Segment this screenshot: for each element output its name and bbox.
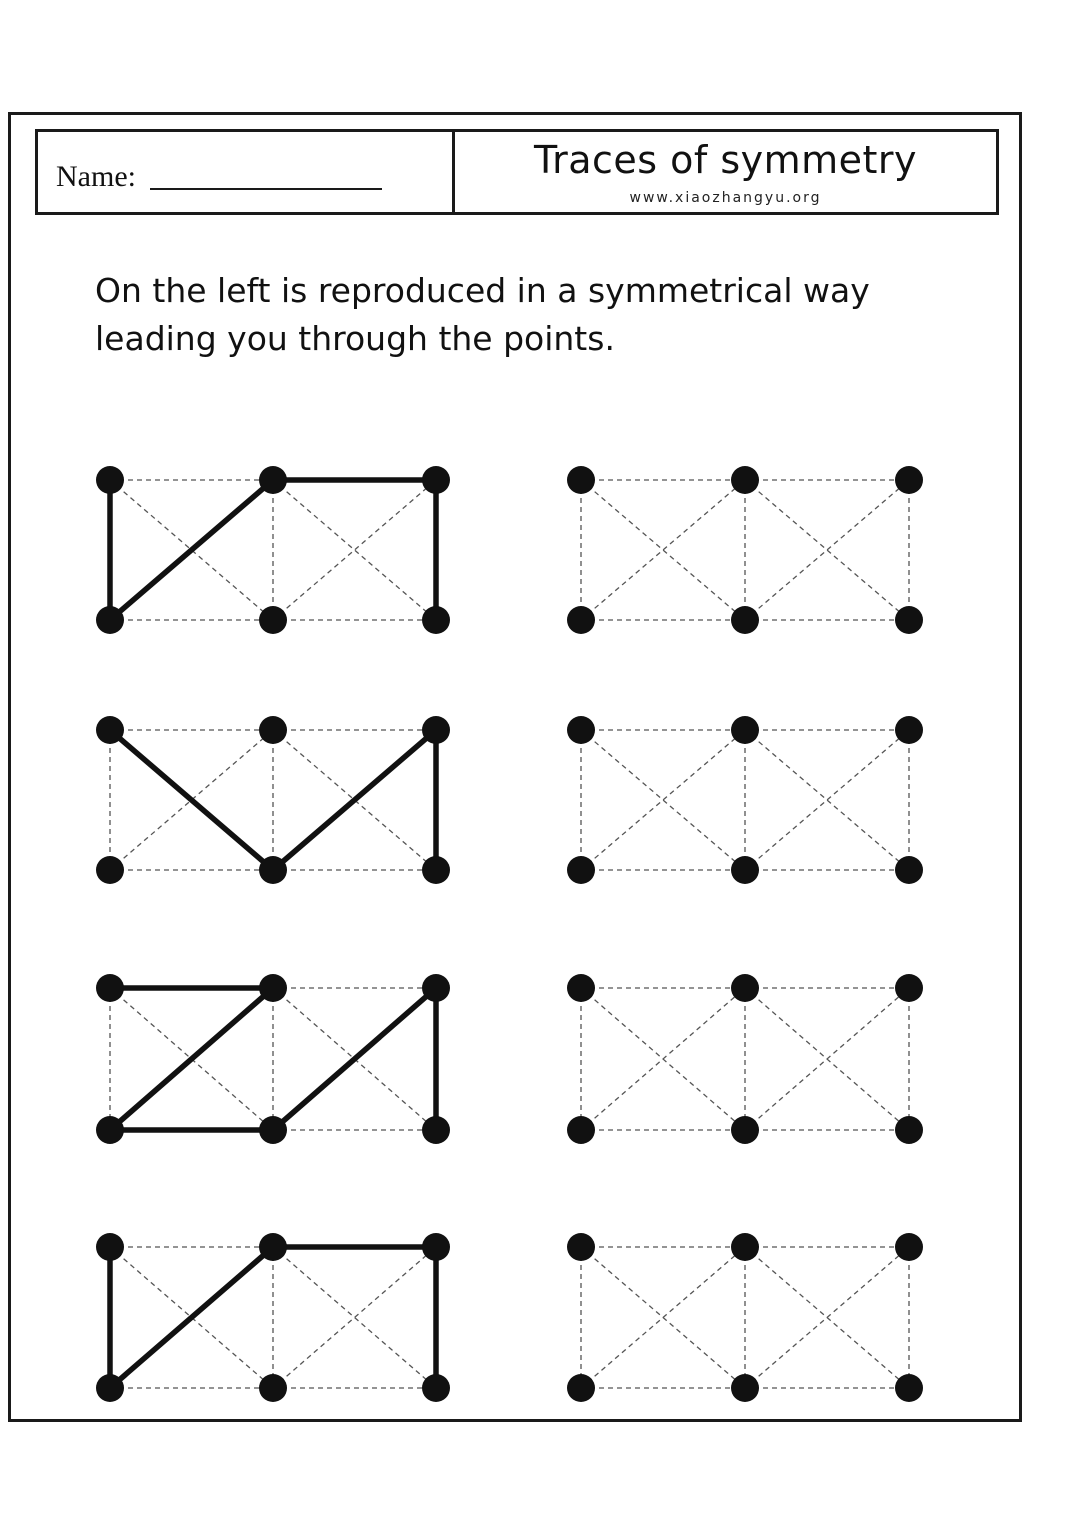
answer-point[interactable]: [567, 716, 595, 744]
answer-point[interactable]: [567, 606, 595, 634]
given-point: [96, 1233, 124, 1261]
exercise-4-answer-grid[interactable]: [567, 1233, 923, 1402]
given-point: [96, 606, 124, 634]
answer-point[interactable]: [731, 1116, 759, 1144]
given-point: [259, 974, 287, 1002]
given-point: [422, 1233, 450, 1261]
answer-point[interactable]: [731, 856, 759, 884]
answer-point[interactable]: [895, 974, 923, 1002]
exercise-3-given-pattern: [96, 974, 450, 1144]
answer-point[interactable]: [567, 1233, 595, 1261]
answer-point[interactable]: [731, 466, 759, 494]
answer-point[interactable]: [895, 1374, 923, 1402]
answer-point[interactable]: [895, 606, 923, 634]
worksheet-title: Traces of symmetry: [533, 138, 918, 182]
given-point: [259, 606, 287, 634]
given-point: [259, 716, 287, 744]
given-point: [422, 856, 450, 884]
given-point: [96, 856, 124, 884]
given-point: [422, 606, 450, 634]
exercise-3-answer-grid[interactable]: [567, 974, 923, 1144]
answer-point[interactable]: [731, 1233, 759, 1261]
answer-point[interactable]: [567, 856, 595, 884]
answer-point[interactable]: [567, 466, 595, 494]
exercise-2-given-pattern: [96, 716, 450, 884]
answer-point[interactable]: [731, 974, 759, 1002]
given-point: [422, 1116, 450, 1144]
given-point: [259, 1233, 287, 1261]
given-point: [259, 856, 287, 884]
given-point: [96, 1116, 124, 1144]
answer-point[interactable]: [731, 1374, 759, 1402]
given-point: [96, 974, 124, 1002]
answer-point[interactable]: [895, 1116, 923, 1144]
given-point: [259, 466, 287, 494]
instructions-line-1: On the left is reproduced in a symmetrical way: [95, 271, 870, 310]
answer-point[interactable]: [895, 466, 923, 494]
answer-point[interactable]: [731, 606, 759, 634]
answer-point[interactable]: [567, 1116, 595, 1144]
answer-point[interactable]: [567, 974, 595, 1002]
given-point: [422, 974, 450, 1002]
exercise-1-given-pattern: [96, 466, 450, 634]
name-label: Name:: [56, 160, 136, 193]
given-point: [96, 466, 124, 494]
exercise-4-given-pattern: [96, 1233, 450, 1402]
answer-point[interactable]: [895, 1233, 923, 1261]
given-point: [259, 1374, 287, 1402]
answer-point[interactable]: [731, 716, 759, 744]
given-point: [422, 1374, 450, 1402]
given-point: [422, 466, 450, 494]
exercise-2-answer-grid[interactable]: [567, 716, 923, 884]
given-point: [96, 1374, 124, 1402]
exercise-1-answer-grid[interactable]: [567, 466, 923, 634]
answer-point[interactable]: [895, 856, 923, 884]
answer-point[interactable]: [895, 716, 923, 744]
given-point: [259, 1116, 287, 1144]
given-point: [96, 716, 124, 744]
instructions-line-2: leading you through the points.: [95, 319, 615, 358]
given-point: [422, 716, 450, 744]
website-url: www.xiaozhangyu.org: [629, 190, 822, 206]
answer-point[interactable]: [567, 1374, 595, 1402]
